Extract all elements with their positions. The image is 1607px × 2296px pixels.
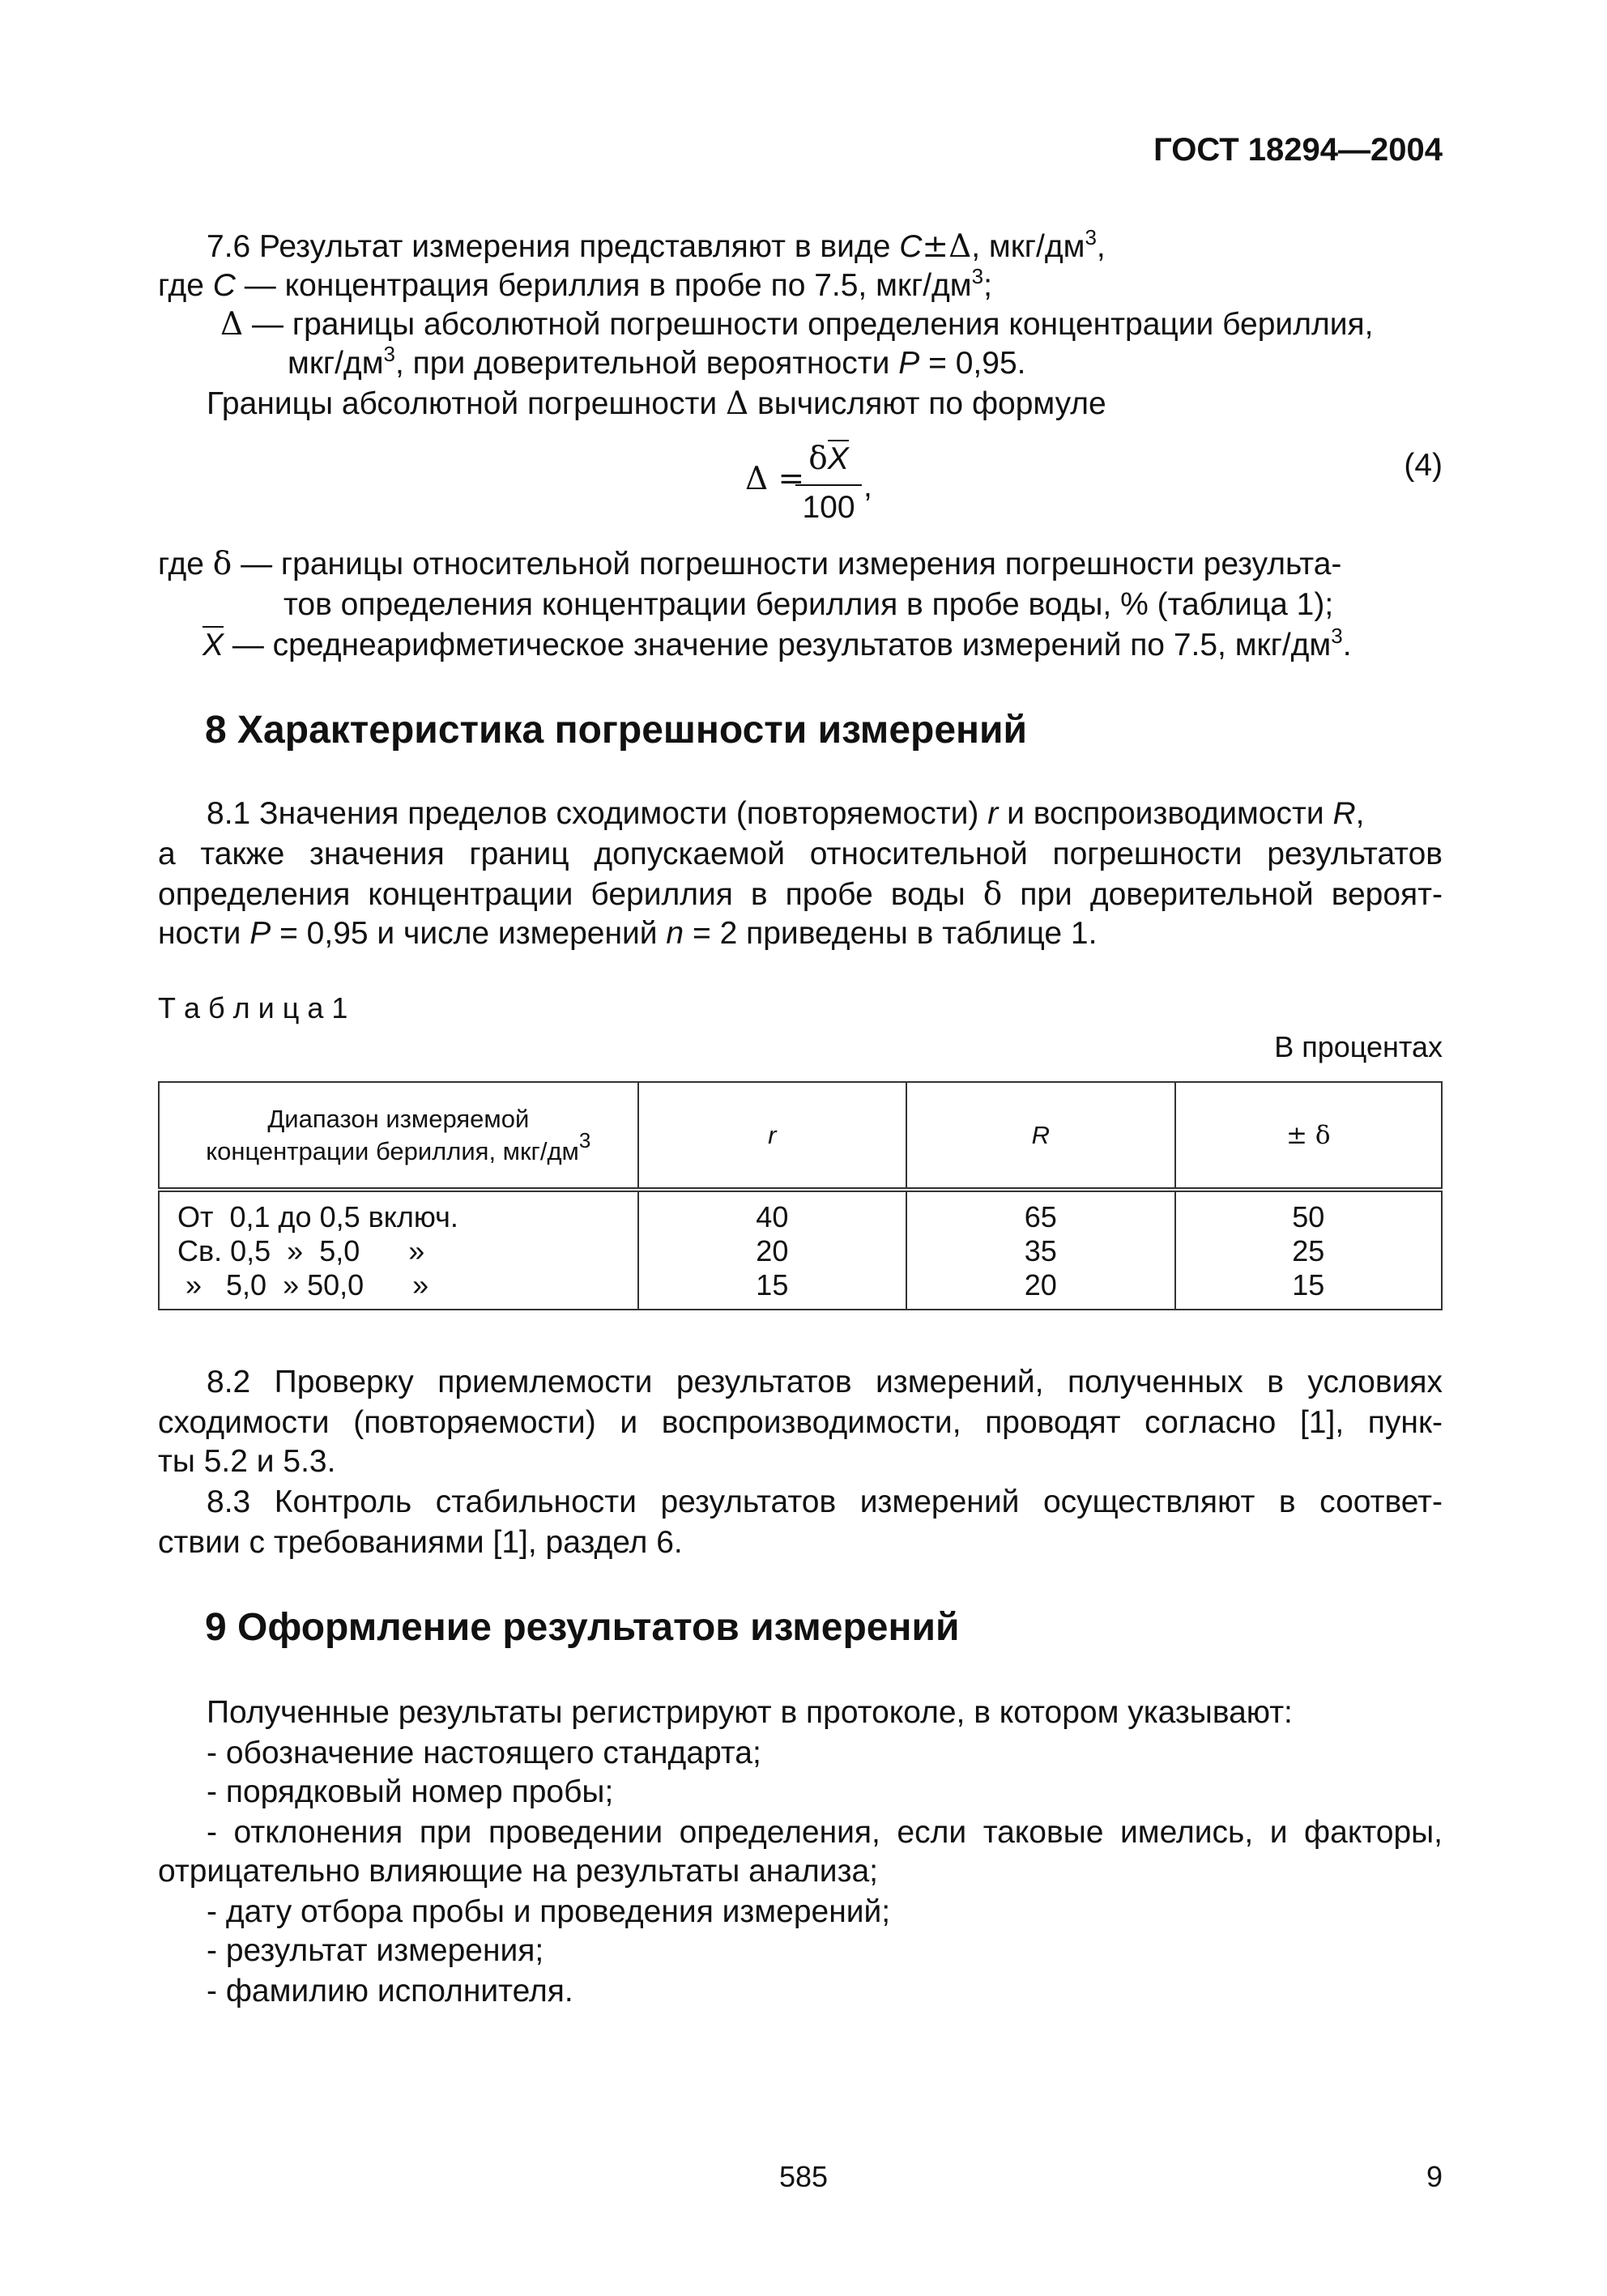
page-number: 9 <box>1426 2160 1443 2193</box>
list-item: - порядковый номер пробы; <box>207 1774 614 1809</box>
formula-fraction-bar <box>795 484 862 486</box>
where-x-line: X — среднеарифметическое значение результатов измерений по 7.5, мкг/$дм^3$. <box>202 624 1352 662</box>
list-item: - фамилию исполнителя. <box>207 1974 573 2008</box>
formula-numerator: δX <box>808 441 849 477</box>
cell-r-values: 40 20 15 <box>638 1190 906 1310</box>
list-item: - дату отбора пробы и проведения измерений; <box>207 1894 891 1929</box>
cell-ranges: От 0,1 до 0,5 включ. Св. 0,5 » 5,0 » » 5,0 » 50,0 » <box>159 1190 638 1310</box>
formula-tail: , <box>863 469 872 504</box>
table-1 <box>158 1081 1443 1310</box>
list-item-cont: отрицательно влияющие на результаты анализа; <box>158 1854 878 1889</box>
table-row <box>159 1190 1442 1310</box>
list-item: - результат измерения; <box>207 1933 544 1968</box>
s82-line1: 8.2 Проверку приемлемости результатов измерений, полученных в условиях <box>207 1365 1443 1399</box>
formula-number: (4) <box>1404 448 1443 483</box>
table-units: В процентах <box>1274 1030 1443 1063</box>
list-item: - обозначение настоящего стандарта; <box>207 1736 761 1770</box>
header-R: R <box>906 1082 1174 1190</box>
where-delta-line: где δ — границы относительной погрешности измерения погрешности результа- <box>158 546 1342 582</box>
s83-line1: 8.3 Контроль стабильности результатов измерений осуществляют в соответ- <box>207 1485 1443 1519</box>
section-9-title: 9 Оформление результатов измерений <box>205 1606 960 1649</box>
s76-line5: Границы абсолютной погрешности Δ вычисляют по формуле <box>207 386 1106 422</box>
header-range: Диапазон измеряемой концентрации бериллия, мкг/$дм^3$ <box>159 1082 638 1190</box>
s76-line4: мкг/$дм^3$, при доверительной вероятности P = 0,95. <box>288 342 1026 381</box>
s76-line1: 7.6 Результат измерения представляют в виде C±Δ, мкг/$дм^3$, <box>207 225 1106 265</box>
document-code: ГОСТ 18294—2004 <box>1153 132 1443 168</box>
s9-intro: Полученные результаты регистрируют в протоколе, в котором указывают: <box>207 1695 1293 1730</box>
cell-R-values: 65 35 20 <box>906 1190 1174 1310</box>
header-r: r <box>638 1082 906 1190</box>
s83-line2: ствии с требованиями [1], раздел 6. <box>158 1525 683 1560</box>
table-caption: Т а б л и ц а 1 <box>158 991 348 1024</box>
formula-lhs: Δ = <box>745 461 805 497</box>
s76-line2: где C — концентрация бериллия в пробе по 7.5, мкг/$дм^3$; <box>158 264 992 303</box>
where-delta-cont: тов определения концентрации бериллия в пробе воды, % (таблица 1); <box>283 587 1334 622</box>
s76-line3: Δ — границы абсолютной погрешности определения концентрации бериллия, <box>220 306 1374 343</box>
header-delta: ± δ <box>1175 1082 1443 1190</box>
cell-delta-values: 50 25 15 <box>1175 1190 1443 1310</box>
s81-line2: а также значения границ допускаемой относительной погрешности результатов <box>158 837 1443 871</box>
s81-line4: ности P = 0,95 и числе измерений n = 2 приведены в таблице 1. <box>158 916 1098 951</box>
s82-line3: ты 5.2 и 5.3. <box>158 1444 336 1479</box>
s82-line2: сходимости (повторяемости) и воспроизводимости, проводят согласно [1], пунк- <box>158 1405 1443 1440</box>
s81-line1: 8.1 Значения пределов сходимости (повторяемости) r и воспроизводимости R, <box>207 796 1365 831</box>
formula-denominator: 100 <box>802 490 855 525</box>
section-8-title: 8 Характеристика погрешности измерений <box>205 709 1028 752</box>
footer-center-number: 585 <box>779 2160 829 2193</box>
list-item: - отклонения при проведении определения, если таковые имелись, и факторы, <box>207 1815 1443 1850</box>
s81-line3: определения концентрации бериллия в пробе воды δ при доверительной вероят- <box>158 876 1443 913</box>
table-header-row <box>159 1082 1442 1190</box>
